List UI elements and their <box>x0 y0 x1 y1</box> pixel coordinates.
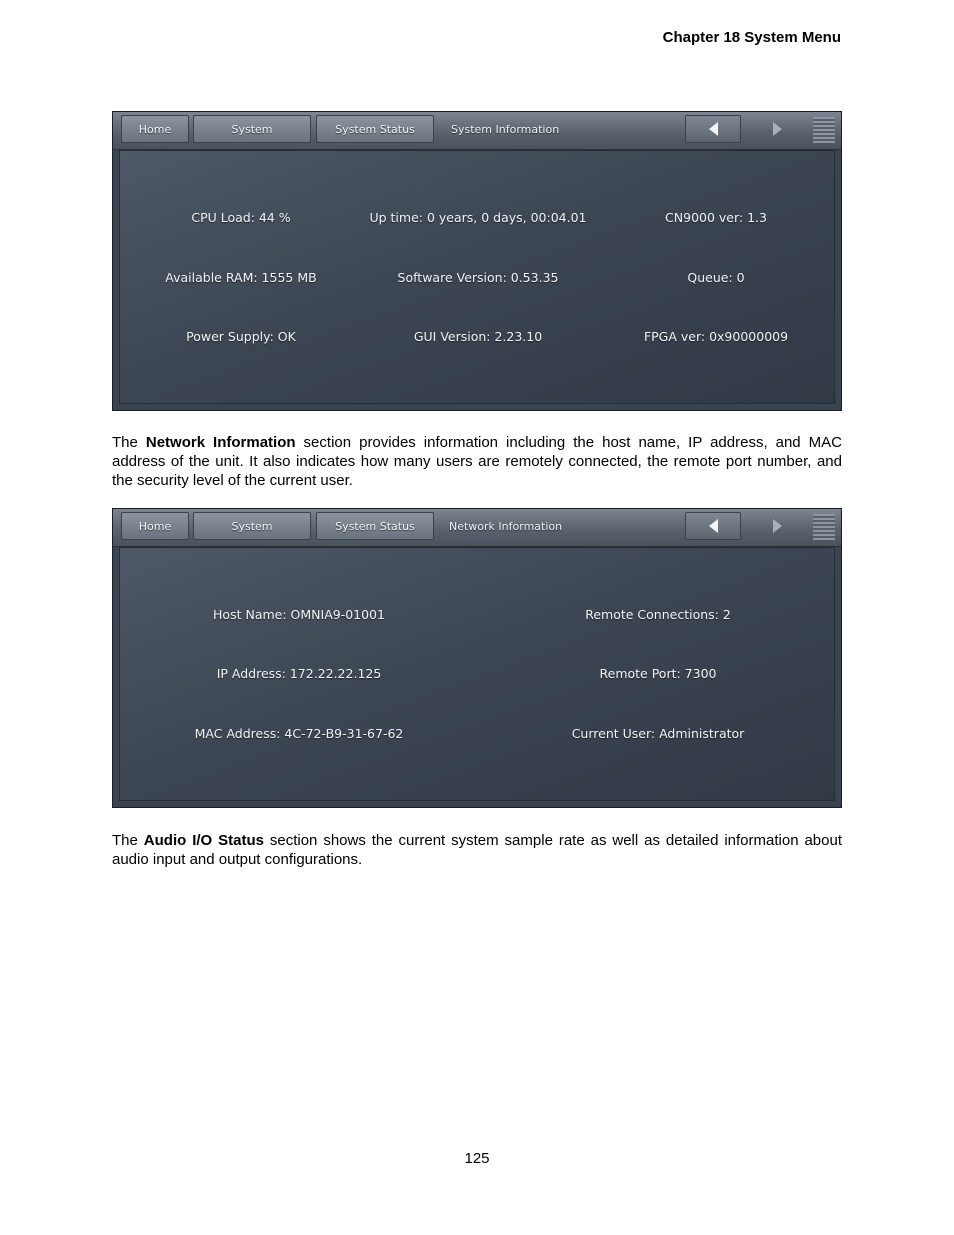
paragraph-bold: Audio I/O Status <box>143 832 264 849</box>
paragraph-text: The <box>112 434 146 451</box>
hamburger-menu-icon[interactable] <box>813 117 835 143</box>
info-content <box>119 150 835 404</box>
up-time: Up time: 0 years, 0 days, 00:04.01 <box>369 210 587 225</box>
forward-button[interactable] <box>749 115 805 143</box>
power-supply: Power Supply: OK <box>186 329 296 344</box>
page-number: 125 <box>464 1150 490 1167</box>
triangle-right-icon <box>773 122 782 136</box>
remote-connections: Remote Connections: 2 <box>585 607 731 622</box>
home-button[interactable]: Home <box>121 512 189 540</box>
host-name: Host Name: OMNIA9-01001 <box>213 607 385 622</box>
chapter-header: Chapter 18 System Menu <box>662 29 841 46</box>
system-button[interactable]: System <box>193 512 311 540</box>
system-status-button[interactable]: System Status <box>316 512 434 540</box>
system-information-panel <box>112 111 842 411</box>
page-title: System Information <box>451 122 560 136</box>
queue: Queue: 0 <box>687 270 745 285</box>
triangle-left-icon <box>709 519 718 533</box>
ip-address: IP Address: 172.22.22.125 <box>216 666 382 681</box>
home-button[interactable]: Home <box>121 115 189 143</box>
fpga-version: FPGA ver: 0x90000009 <box>643 329 789 344</box>
nav-bar <box>113 112 841 150</box>
forward-button[interactable] <box>749 512 805 540</box>
paragraph-text: The <box>112 832 144 849</box>
back-button[interactable] <box>685 512 741 540</box>
paragraph-text: section provides information including the host name, IP address, and MAC address of the unit. It also indicates how many users are remotely connected, the remote port number, and the security level of the current user. <box>112 434 842 489</box>
back-button[interactable] <box>685 115 741 143</box>
hamburger-menu-icon[interactable] <box>813 514 835 540</box>
nav-bar <box>113 509 841 547</box>
cpu-load: CPU Load: 44 % <box>191 210 291 225</box>
system-button[interactable]: System <box>193 115 311 143</box>
info-content <box>119 547 835 801</box>
gui-version: GUI Version: 2.23.10 <box>413 329 543 344</box>
system-status-button[interactable]: System Status <box>316 115 434 143</box>
triangle-right-icon <box>773 519 782 533</box>
cn9000-version: CN9000 ver: 1.3 <box>665 210 767 225</box>
audio-io-paragraph <box>112 831 842 869</box>
paragraph-text: section shows the current system sample rate as well as detailed information about audio input and output configurations. <box>112 832 842 868</box>
remote-port: Remote Port: 7300 <box>599 666 717 681</box>
software-version: Software Version: 0.53.35 <box>397 270 559 285</box>
mac-address: MAC Address: 4C-72-B9-31-67-62 <box>194 726 404 741</box>
page-title: Network Information <box>449 519 563 533</box>
available-ram: Available RAM: 1555 MB <box>165 270 317 285</box>
paragraph-bold: Network Information <box>145 434 296 451</box>
current-user: Current User: Administrator <box>571 726 745 741</box>
triangle-left-icon <box>709 122 718 136</box>
network-info-paragraph <box>112 433 842 490</box>
network-information-panel <box>112 508 842 808</box>
